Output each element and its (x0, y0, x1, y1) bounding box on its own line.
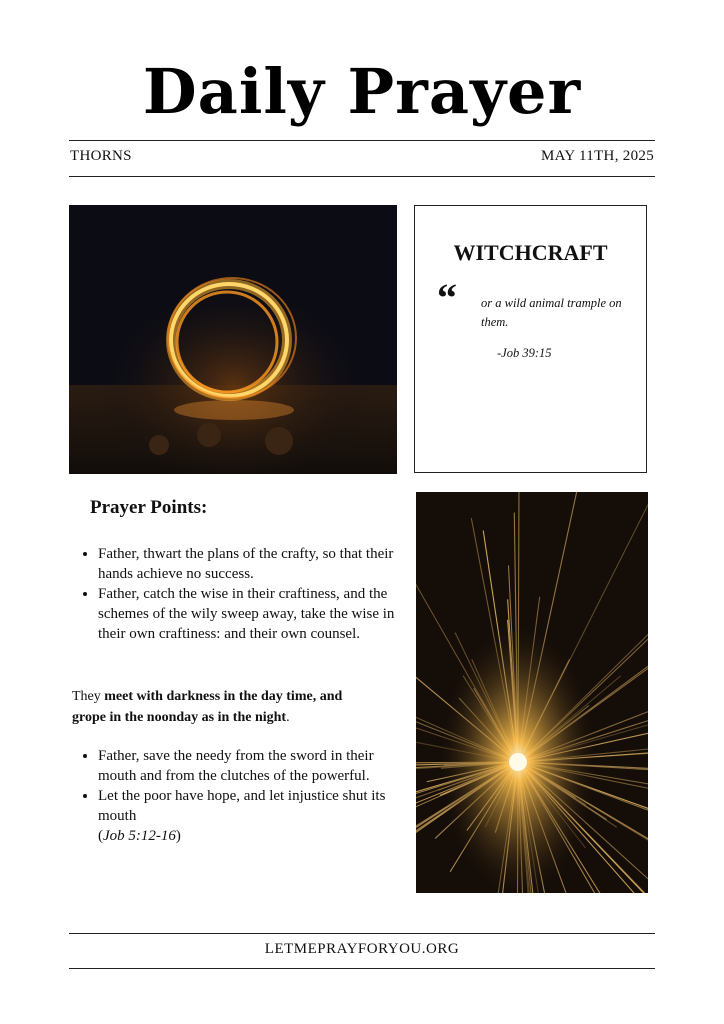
quote-title: WITCHCRAFT (453, 240, 608, 265)
scripture-reference (98, 828, 181, 844)
header-date: MAY 11TH, 2025 (541, 148, 654, 164)
page-title: Daily Prayer (142, 55, 582, 128)
paragraph-bold: meet with darkness in the day time, and grope in the noonday as in the night (72, 689, 343, 725)
footer-website: LETMEPRAYFORYOU.ORG (264, 941, 460, 957)
paragraph-lead: They (72, 689, 105, 704)
footer-top-rule (69, 933, 655, 934)
list-item-text: Let the poor have hope, and let injustice shut its mouth (98, 788, 386, 824)
quote-box (414, 205, 647, 473)
list-item: • Father, catch the wise in their craftiness, and the schemes of the wily sweep away, take the wise in their own craftiness: and their own counsel. (98, 584, 408, 644)
prayer-list-1 (70, 544, 408, 644)
ref-close: ) (175, 828, 181, 844)
sparkler-photo (416, 492, 648, 893)
prayer-list-2 (70, 746, 388, 846)
list-item: • Father, save the needy from the sword in their mouth and from the clutches of the powerful. (98, 746, 388, 786)
footer-bottom-rule (69, 968, 655, 969)
paragraph-end: . (286, 710, 290, 725)
scripture-paragraph (72, 686, 372, 728)
prayer-points-heading: Prayer Points: (90, 497, 208, 518)
list-item: • Father, thwart the plans of the crafty, so that their hands achieve no success. (98, 544, 408, 584)
ref-open: ( (98, 828, 103, 844)
header-topic: THORNS (70, 148, 132, 164)
quote-reference: -Job 39:15 (497, 346, 552, 360)
header-top-rule (69, 140, 655, 141)
fire-ring-photo (69, 205, 397, 474)
quote-mark: “ (437, 275, 457, 320)
quote-text: or a wild animal trample on them. (481, 296, 622, 329)
list-item (98, 786, 388, 846)
header-bottom-rule (69, 176, 655, 177)
ref-text: Job 5:12-16 (103, 828, 176, 844)
